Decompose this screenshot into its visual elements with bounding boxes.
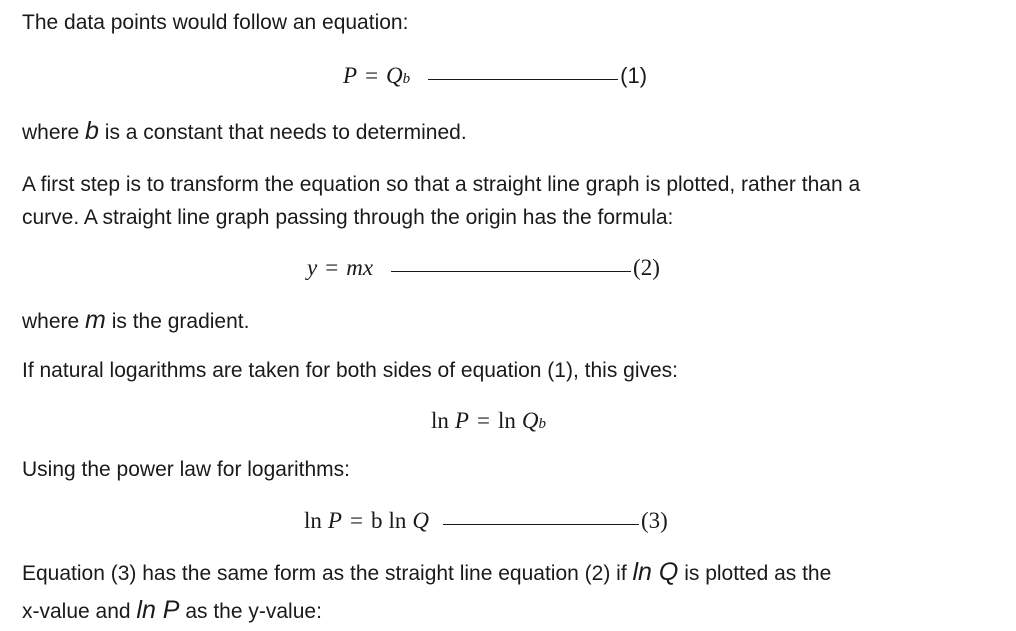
eqln-equals: = — [476, 408, 490, 433]
eqln-ln2: ln — [497, 408, 516, 433]
where-m-after: is the gradient. — [105, 310, 250, 333]
eq3-form-line — [22, 559, 831, 587]
eq2-equals: = — [325, 255, 339, 280]
where-b-var: b — [85, 117, 99, 145]
eq2-lhs: y — [307, 255, 318, 280]
xy-values-after: as the y-value: — [179, 600, 322, 623]
eq3-ln1: ln — [304, 508, 322, 533]
eqln-ln1: ln — [431, 408, 449, 433]
where-m-before: where — [22, 310, 86, 333]
eq1-base: Q — [386, 63, 403, 88]
eq3-form-var: ln Q — [632, 558, 679, 586]
eq3-form-after: is plotted as the — [678, 562, 832, 585]
eq3-ln2: ln — [388, 508, 407, 533]
equation-1: P = Q b (1) — [343, 63, 648, 88]
xy-values-before: x-value and — [22, 600, 137, 623]
intro-text: The data points would follow an equation: — [22, 11, 409, 34]
where-m-var: m — [85, 306, 106, 334]
power-law-text: Using the power law for logarithms: — [22, 458, 350, 481]
xy-values-var: ln P — [136, 596, 180, 624]
eq2-rhs: mx — [346, 255, 374, 280]
where-m-line — [22, 307, 249, 335]
eq1-equals: = — [365, 63, 379, 88]
first-step-line-1: A first step is to transform the equation so that a straight line graph is plotted, rather than a — [22, 173, 861, 196]
eq1-blank-line — [428, 79, 618, 80]
eq3-lhs: P — [327, 508, 342, 533]
eq3-number: (3) — [640, 508, 668, 533]
xy-values-line — [22, 597, 322, 625]
eq2-blank-line — [391, 271, 631, 272]
first-step-line-2: curve. A straight line graph passing through the origin has the formula: — [22, 206, 674, 229]
eq3-blank-line — [443, 524, 639, 525]
eq2-number: (2) — [633, 255, 660, 280]
eq1-number: (1) — [620, 63, 648, 88]
eqln-lhs: P — [454, 408, 469, 433]
where-b-after: is a constant that needs to determined. — [98, 121, 467, 144]
equation-3 — [304, 507, 668, 535]
equation-ln: ln P = ln Q b — [431, 408, 546, 433]
equation-2 — [307, 254, 660, 282]
eqln-base: Q — [521, 408, 539, 433]
eq3-form-before: Equation (3) has the same form as the straight line equation (2) if — [22, 562, 633, 585]
eq1-lhs: P — [343, 63, 358, 88]
eq3-equals: = — [349, 508, 363, 533]
where-b-before: where — [22, 121, 86, 144]
where-b-line — [22, 118, 467, 146]
eq3-rhs: Q — [412, 508, 429, 533]
eq3-b: b — [370, 508, 383, 533]
natural-logs-text: If natural logarithms are taken for both sides of equation (1), this gives: — [22, 359, 679, 382]
